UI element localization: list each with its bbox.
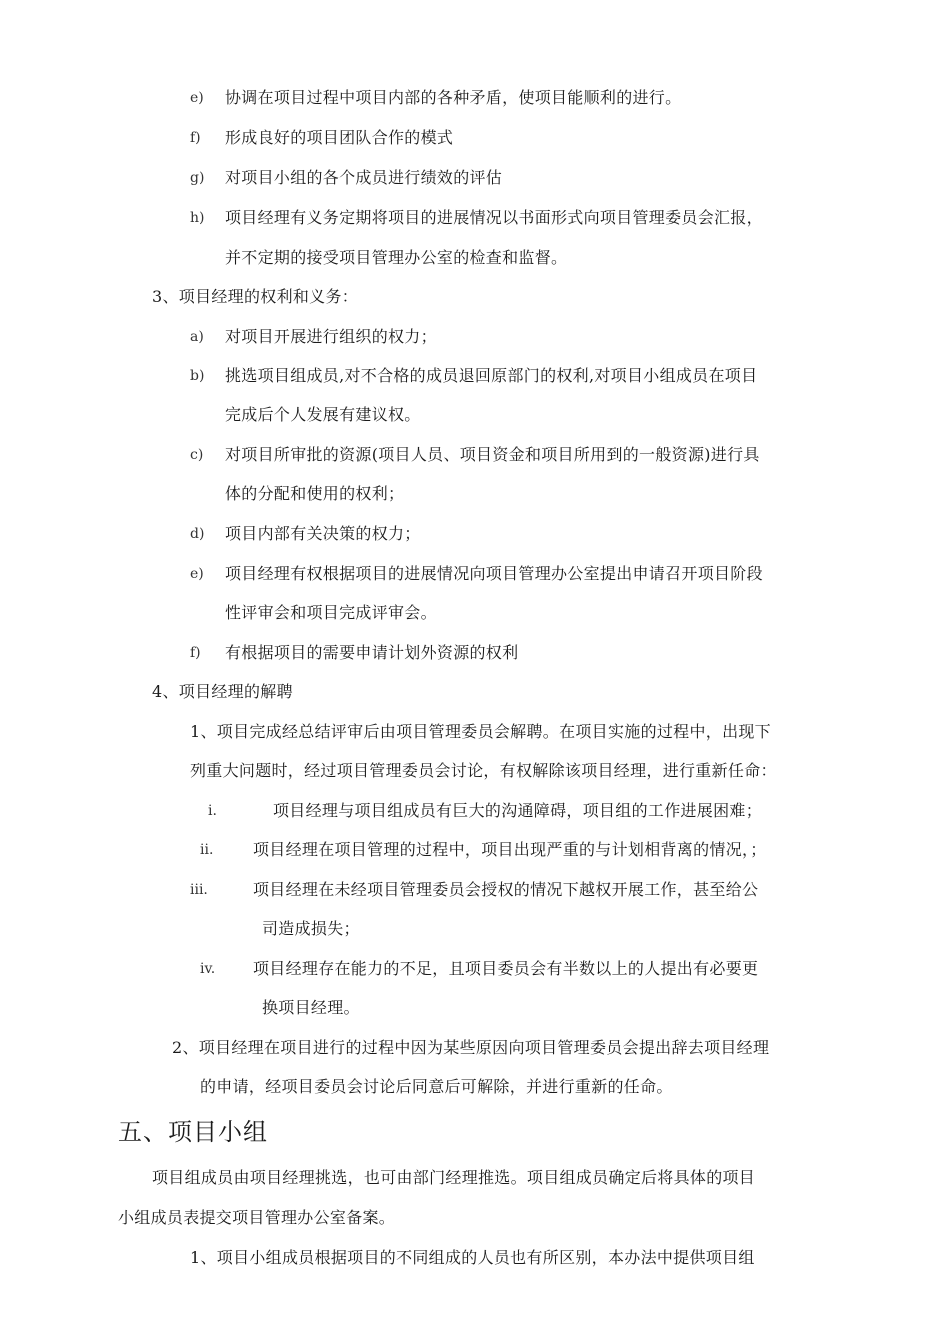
paragraph-line: 1、项目完成经总结评审后由项目管理委员会解聘。在项目实施的过程中，出现下 <box>190 722 771 741</box>
paragraph-line: 的申请，经项目委员会讨论后同意后可解除，并进行重新的任命。 <box>200 1077 673 1096</box>
list-marker: i. <box>208 803 217 819</box>
paragraph-line: 2、项目经理在项目进行的过程中因为某些原因向项目管理委员会提出辞去项目经理 <box>172 1038 770 1057</box>
list-marker: iv. <box>200 961 216 977</box>
list-item-text: 项目经理有权根据项目的进展情况向项目管理办公室提出申请召开项目阶段 <box>225 564 763 583</box>
list-item-text: 项目经理与项目组成员有巨大的沟通障碍，项目组的工作进展困难； <box>273 801 763 820</box>
paragraph-line: 1、项目小组成员根据项目的不同组成的人员也有所区别，本办法中提供项目组 <box>190 1248 755 1267</box>
list-item-text: 对项目所审批的资源(项目人员、项目资金和项目所用到的一般资源)进行具 <box>225 445 760 464</box>
paragraph-line: 小组成员表提交项目管理办公室备案。 <box>118 1208 396 1227</box>
paragraph-line: 列重大问题时，经过项目管理委员会讨论，有权解除该项目经理，进行重新任命： <box>190 761 777 780</box>
list-marker: f) <box>190 130 201 146</box>
list-item-text: 协调在项目过程中项目内部的各种矛盾，使项目能顺利的进行。 <box>225 88 682 107</box>
section-heading: 4、项目经理的解聘 <box>152 682 293 701</box>
list-marker: g) <box>190 170 205 186</box>
list-marker: b) <box>190 368 205 384</box>
list-item-text: 项目内部有关决策的权力； <box>225 524 421 543</box>
list-marker: e) <box>190 90 204 106</box>
list-marker: ii. <box>200 842 214 858</box>
list-item-continuation: 体的分配和使用的权利； <box>225 484 405 503</box>
list-item-continuation: 性评审会和项目完成评审会。 <box>225 603 437 622</box>
list-item-text: 项目经理存在能力的不足，且项目委员会有半数以上的人提出有必要更 <box>253 959 759 978</box>
section-title: 五、项目小组 <box>118 1118 268 1146</box>
list-item-text: 对项目开展进行组织的权力； <box>225 327 437 346</box>
list-item-text: 形成良好的项目团队合作的模式 <box>225 128 454 147</box>
list-item-text: 有根据项目的需要申请计划外资源的权利 <box>225 643 519 662</box>
list-marker: d) <box>190 526 205 542</box>
list-marker: h) <box>190 210 205 226</box>
list-item-text: 项目经理有义务定期将项目的进展情况以书面形式向项目管理委员会汇报， <box>225 208 763 227</box>
list-item-continuation: 换项目经理。 <box>262 998 360 1017</box>
list-marker: iii. <box>190 882 208 898</box>
list-item-continuation: 司造成损失； <box>262 919 360 938</box>
list-item-text: 挑选项目组成员,对不合格的成员退回原部门的权利,对项目小组成员在项目 <box>225 366 758 385</box>
list-marker: c) <box>190 447 204 463</box>
list-item-text: 项目经理在项目管理的过程中，项目出现严重的与计划相背离的情况，； <box>253 840 767 859</box>
list-item-continuation: 完成后个人发展有建议权。 <box>225 405 421 424</box>
list-item-continuation: 并不定期的接受项目管理办公室的检查和监督。 <box>225 248 568 267</box>
list-marker: f) <box>190 645 201 661</box>
list-marker: a) <box>190 329 204 345</box>
section-heading: 3、项目经理的权利和义务： <box>152 287 359 306</box>
list-item-text: 对项目小组的各个成员进行绩效的评估 <box>225 168 503 187</box>
paragraph-line: 项目组成员由项目经理挑选，也可由部门经理推选。项目组成员确定后将具体的项目 <box>152 1168 756 1187</box>
list-item-text: 项目经理在未经项目管理委员会授权的情况下越权开展工作，甚至给公 <box>253 880 759 899</box>
list-marker: e) <box>190 566 204 582</box>
